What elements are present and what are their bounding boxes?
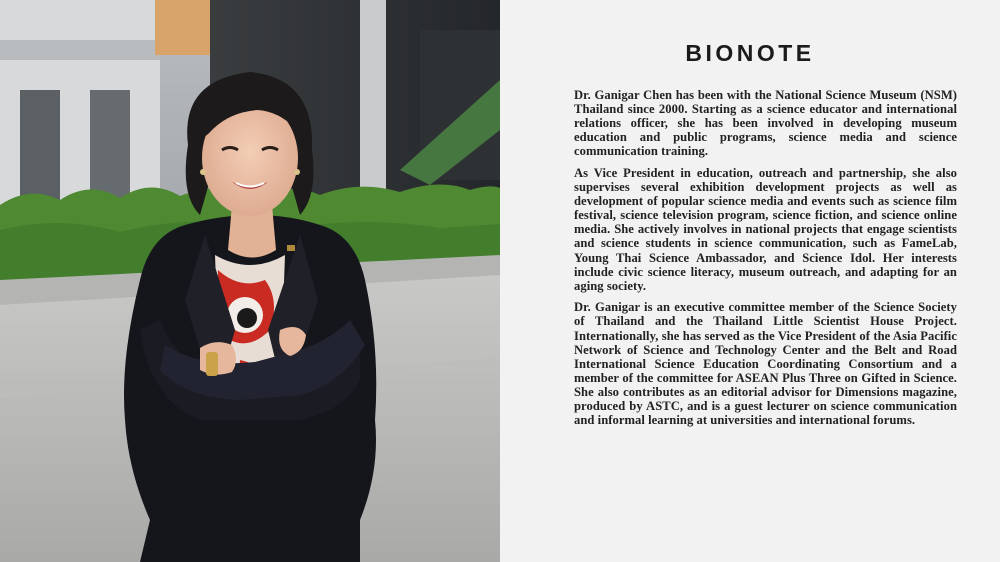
bio-paragraph-2: As Vice President in education, outreach and partnership, she also supervises several exhibition development projects as well as development of popular science media and events such as science film festival, science television program, science fiction, and science online media. She actively involves in national projects that engage scientists and science students in science communication, such as FameLab, Young Thai Science Ambassador, and Science Idol. Her interests include civic science literacy, museum outreach, and adapting for an aging society.: [574, 165, 957, 293]
bio-paragraph-3: Dr. Ganigar is an executive committee member of the Science Society of Thailand and the Thailand Little Scientist House Project. Internationally, she has served as the Vice President of the Asia Pacific Network of Science and Technology Center and the Belt and Road International Science Education Coordinating Consortium and a member of the committee for ASEAN Plus Three on Gifted in Science. She also contributes as an editorial advisor for Dimensions magazine, produced by ASTC, and is a guest lecturer on science communication and informal learning at universities and international forums.: [574, 300, 957, 428]
bio-panel: [500, 0, 1000, 562]
page-title: BIONOTE: [685, 40, 815, 66]
bio-body: [574, 88, 957, 435]
bio-paragraph-1: Dr. Ganigar Chen has been with the National Science Museum (NSM) Thailand since 2000. Starting as a science educator and international relations officer, she has been involved in developing museum education and public programs, science media and science communication training.: [574, 88, 957, 159]
